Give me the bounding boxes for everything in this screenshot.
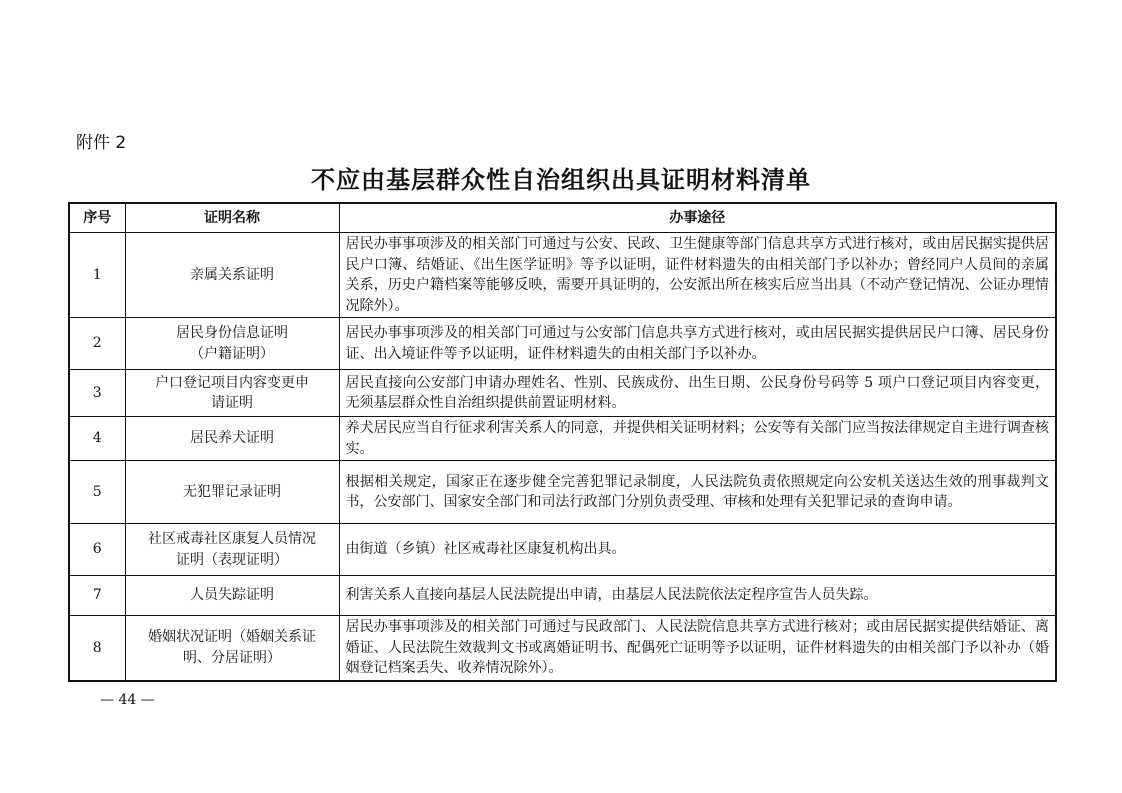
table-row bbox=[69, 461, 1056, 524]
table-row bbox=[69, 233, 1056, 318]
row-name bbox=[125, 318, 339, 370]
table-row bbox=[69, 370, 1056, 417]
row-num: 4 bbox=[69, 417, 125, 461]
attachment-label: 附件 2 bbox=[76, 133, 127, 153]
row-num: 5 bbox=[69, 461, 125, 524]
row-name-text: 户口登记项目内容变更申请证明 bbox=[155, 374, 309, 411]
table-row bbox=[69, 417, 1056, 461]
certificate-table bbox=[68, 202, 1057, 682]
row-name-text: 婚姻状况证明（婚姻关系证明、分居证明） bbox=[148, 629, 316, 666]
row-way: 居民直接向公安部门申请办理姓名、性别、民族成份、出生日期、公民身份号码等 5 项户口登记项目内容变更，无须基层群众性自治组织提供前置证明材料。 bbox=[339, 370, 1056, 417]
row-name: 人员失踪证明 bbox=[125, 576, 339, 616]
row-name-text: 居民身份信息证明（户籍证明） bbox=[176, 325, 288, 362]
row-way: 利害关系人直接向基层人民法院提出申请，由基层人民法院依法定程序宣告人员失踪。 bbox=[339, 576, 1056, 616]
table-header-row bbox=[69, 203, 1056, 233]
row-num: 8 bbox=[69, 616, 125, 681]
page-number: — 44 — bbox=[100, 692, 155, 708]
header-name: 证明名称 bbox=[125, 203, 339, 233]
row-num: 2 bbox=[69, 318, 125, 370]
row-num: 7 bbox=[69, 576, 125, 616]
table-row bbox=[69, 524, 1056, 576]
row-way: 由街道（乡镇）社区戒毒社区康复机构出具。 bbox=[339, 524, 1056, 576]
row-way: 养犬居民应当自行征求利害关系人的同意，并提供相关证明材料；公安等有关部门应当按法律规定自主进行调查核实。 bbox=[339, 417, 1056, 461]
row-num: 1 bbox=[69, 233, 125, 318]
row-name-text: 社区戒毒社区康复人员情况证明（表现证明） bbox=[148, 531, 316, 568]
header-num: 序号 bbox=[69, 203, 125, 233]
row-way: 根据相关规定，国家正在逐步健全完善犯罪记录制度，人民法院负责依照规定向公安机关送达生效的刑事裁判文书，公安部门、国家安全部门和司法行政部门分别负责受理、审核和处理有关犯罪记录的查询申请。 bbox=[339, 461, 1056, 524]
table-row bbox=[69, 616, 1056, 681]
row-num: 3 bbox=[69, 370, 125, 417]
row-name: 居民养犬证明 bbox=[125, 417, 339, 461]
row-way: 居民办事事项涉及的相关部门可通过与民政部门、人民法院信息共享方式进行核对；或由居民据实提供结婚证、离婚证、人民法院生效裁判文书或离婚证明书、配偶死亡证明等予以证明，证件材料遗失的由相关部门予以补办（婚姻登记档案丢失、收养情况除外）。 bbox=[339, 616, 1056, 681]
row-name bbox=[125, 524, 339, 576]
header-way: 办事途径 bbox=[339, 203, 1056, 233]
table-row bbox=[69, 576, 1056, 616]
row-name: 亲属关系证明 bbox=[125, 233, 339, 318]
page-title: 不应由基层群众性自治组织出具证明材料清单 bbox=[311, 165, 811, 194]
row-name bbox=[125, 370, 339, 417]
table-row bbox=[69, 318, 1056, 370]
row-name: 无犯罪记录证明 bbox=[125, 461, 339, 524]
row-num: 6 bbox=[69, 524, 125, 576]
row-way: 居民办事事项涉及的相关部门可通过与公安部门信息共享方式进行核对，或由居民据实提供居民户口簿、居民身份证、出入境证件等予以证明，证件材料遗失的由相关部门予以补办。 bbox=[339, 318, 1056, 370]
row-name bbox=[125, 616, 339, 681]
row-way: 居民办事事项涉及的相关部门可通过与公安、民政、卫生健康等部门信息共享方式进行核对，或由居民据实提供居民户口簿、结婚证、《出生医学证明》等予以证明，证件材料遗失的由相关部门予以补办；曾经同户人员间的亲属关系，历史户籍档案等能够反映，需要开具证明的，公安派出所在核实后应当出具（不动产登记情况、公证办理情况除外）。 bbox=[339, 233, 1056, 318]
